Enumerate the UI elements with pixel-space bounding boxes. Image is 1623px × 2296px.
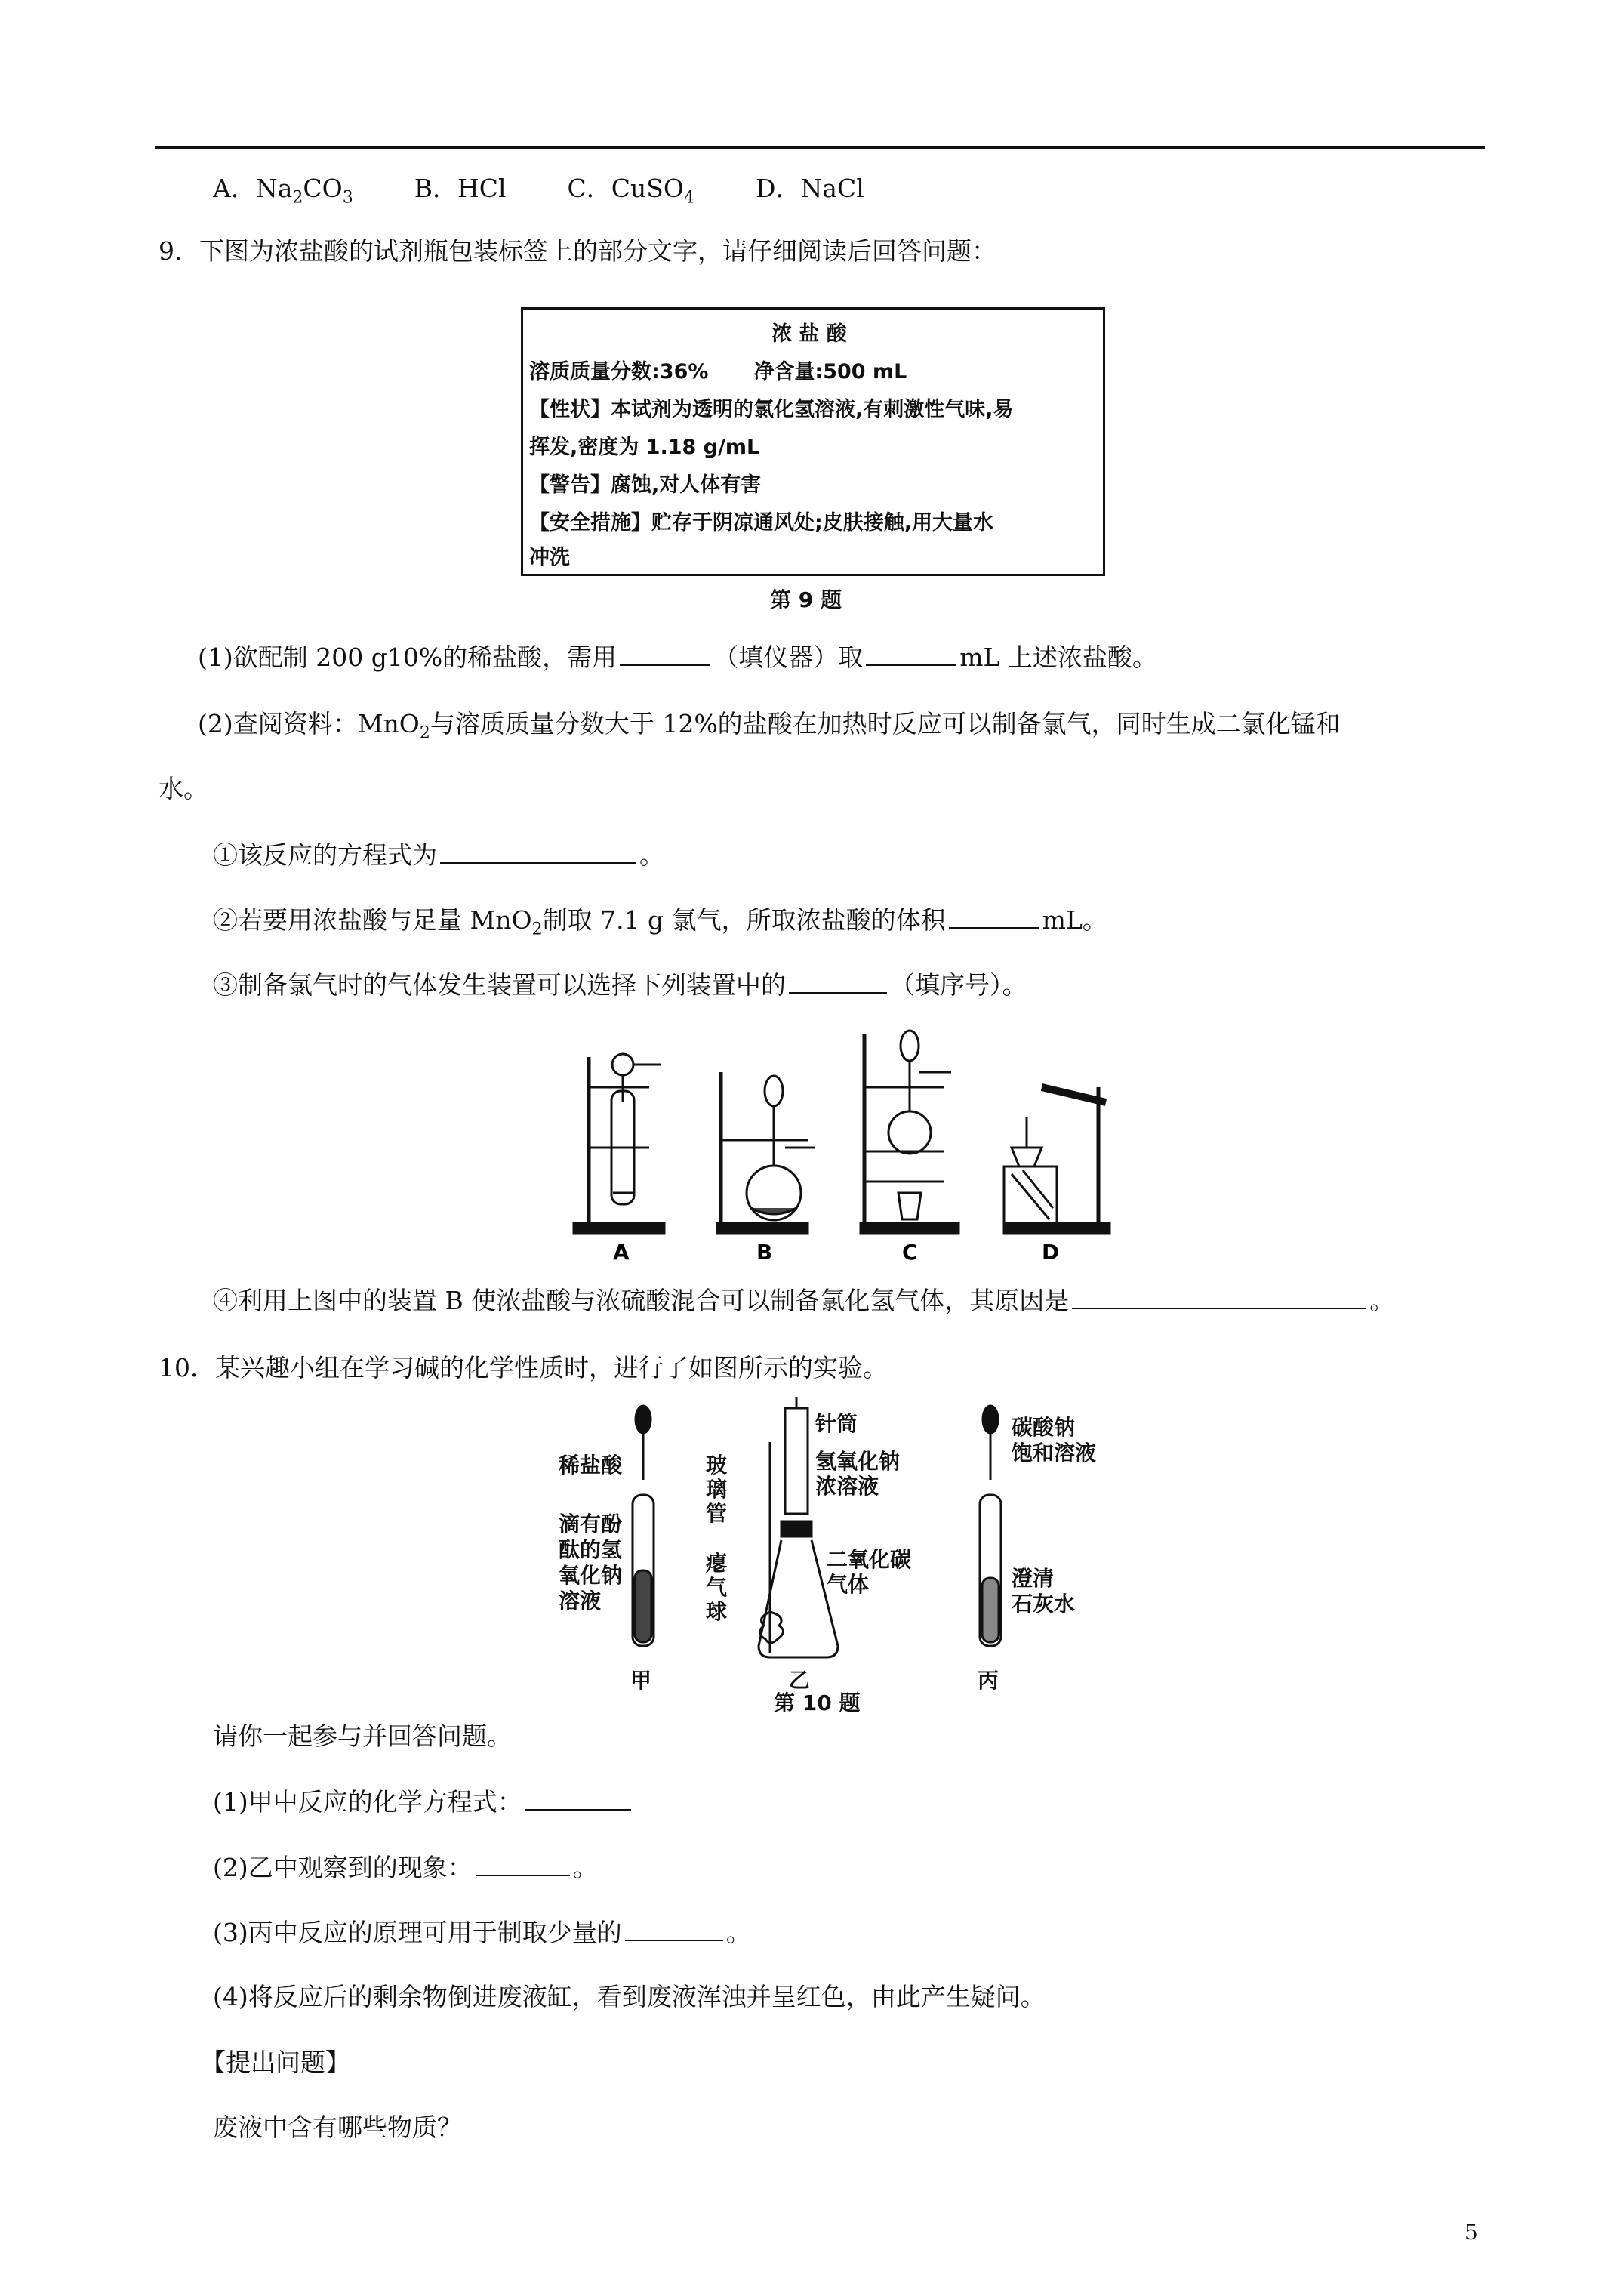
yi-balloon-3: 球 [706, 1599, 728, 1624]
answer-blank[interactable] [866, 642, 956, 666]
answer-blank[interactable] [789, 969, 887, 994]
yi-naoh-1: 氢氧化钠 [815, 1449, 901, 1474]
label-title: 浓 盐 酸 [771, 322, 847, 346]
dropper-bing [983, 1406, 998, 1480]
yi-syringe: 针筒 [815, 1411, 858, 1436]
answer-blank[interactable] [476, 1852, 570, 1876]
jia-reagent: 稀盐酸 [559, 1453, 623, 1478]
bing-solution-2: 石灰水 [1012, 1592, 1076, 1616]
apparatus-b [717, 1072, 815, 1234]
yi-label: 乙 [789, 1668, 811, 1693]
tube-jia [633, 1495, 654, 1646]
yi-co2-2: 气体 [827, 1572, 870, 1597]
apparatus-label-c: C [902, 1240, 918, 1261]
q9-sub-3: ③制备氯气时的气体发生装置可以选择下列装置中的 （填序号）。 [213, 970, 1027, 1000]
q10-part-1: (1)甲中反应的化学方程式： [213, 1786, 634, 1817]
q9-part-2: (2)查阅资料：MnO$_2$与溶质质量分数大于 12%的盐酸在加热时反应可以制备氯气，同时生成二氯化锰和 [198, 709, 1341, 743]
label-line-3: 挥发,密度为 1.18 g/mL [529, 436, 760, 459]
q10-part-3: (3)丙中反应的原理可用于制取少量的 。 [213, 1918, 751, 1947]
q9-sub-4: ④利用上图中的装置 B 使浓盐酸与浓硫酸混合可以制备氯化氢气体，其原因是 。 [213, 1286, 1395, 1315]
answer-blank[interactable] [625, 1917, 723, 1941]
jia-solution-3: 氧化钠 [559, 1563, 623, 1588]
yi-naoh-2: 浓溶液 [815, 1474, 879, 1499]
yi-tube-3: 管 [706, 1501, 728, 1526]
apparatus-label-a: A [613, 1240, 630, 1261]
apparatus-d [1004, 1087, 1110, 1234]
apparatus-label-b: B [756, 1240, 773, 1261]
page-number: 5 [1464, 2220, 1478, 2245]
reagent-label [521, 307, 1105, 576]
q9-sub-1: ①该反应的方程式为 。 [213, 840, 664, 870]
tube-bing [980, 1495, 1001, 1646]
answer-blank[interactable] [949, 905, 1039, 929]
bing-reagent-1: 碳酸钠 [1012, 1415, 1076, 1440]
label-line-6: 冲洗 [529, 546, 570, 569]
q9-part-1: (1)欲配制 200 g10%的稀盐酸，需用 （填仪器）取 mL 上述浓盐酸。 [198, 643, 1157, 672]
dropper-jia [636, 1406, 651, 1480]
q10-heading: 【提出问题】 [201, 2048, 350, 2077]
apparatus-label-d: D [1042, 1240, 1060, 1261]
bing-label: 丙 [978, 1668, 999, 1693]
q9-sub-2: ②若要用浓盐酸与足量 MnO$_2$制取 7.1 g 氯气，所取浓盐酸的体积 mL。 [213, 905, 1107, 939]
option-d: D．NaCl [755, 174, 864, 203]
q10-stem: 10．某兴趣小组在学习碱的化学性质时，进行了如图所示的实验。 [159, 1353, 888, 1382]
label-line-4: 【警告】腐蚀,对人体有害 [529, 473, 762, 497]
option-c: C．CuSO [567, 174, 684, 203]
jia-solution-2: 酞的氢 [559, 1537, 623, 1562]
label-line-5: 【安全措施】贮存于阴凉通风处;皮肤接触,用大量水 [529, 511, 994, 535]
q10-question: 废液中含有哪些物质？ [213, 2113, 462, 2142]
q9-part-2-cont: 水。 [159, 774, 208, 803]
label-line-2: 【性状】本试剂为透明的氯化氢溶液,有刺激性气味,易 [529, 398, 1014, 421]
yi-balloon-1: 瘪 [706, 1551, 728, 1576]
answer-blank[interactable] [440, 840, 636, 864]
apparatus-figure [559, 1019, 1132, 1261]
option-b: B．HCl [414, 174, 507, 203]
yi-tube-2: 璃 [706, 1477, 728, 1502]
bing-solution-1: 澄清 [1012, 1566, 1055, 1591]
apparatus-a [574, 1054, 664, 1234]
q8-options: A．$Na_2CO_3$ B．HCl C．CuSO$_4$ D．NaCl [213, 174, 864, 208]
label-line-1: 溶质质量分数:36% 净含量:500 mL [529, 360, 907, 384]
yi-tube-1: 玻 [706, 1453, 728, 1478]
answer-blank[interactable] [1072, 1285, 1366, 1309]
experiment-figure [528, 1397, 1132, 1714]
bing-reagent-2: 饱和溶液 [1012, 1441, 1097, 1465]
q10-caption: 第 10 题 [774, 1690, 861, 1714]
q9-caption: 第 9 题 [770, 587, 842, 612]
jia-label: 甲 [630, 1668, 652, 1693]
q10-part-4: (4)将反应后的剩余物倒进废液缸，看到废液浑浊并呈红色，由此产生疑问。 [213, 1982, 1046, 2011]
q10-part-2: (2)乙中观察到的现象： 。 [213, 1853, 598, 1882]
jia-solution-1: 滴有酚 [559, 1512, 623, 1536]
yi-balloon-2: 气 [706, 1575, 728, 1600]
q10-intro: 请你一起参与并回答问题。 [213, 1721, 512, 1751]
jia-solution-4: 溶液 [559, 1589, 602, 1613]
apparatus-c [861, 1031, 959, 1234]
header-rule [155, 146, 1485, 149]
answer-blank[interactable] [620, 642, 710, 666]
answer-blank[interactable] [525, 1786, 631, 1811]
option-a: A．Na [213, 174, 293, 203]
q9-stem: 9．下图为浓盐酸的试剂瓶包装标签上的部分文字，请仔细阅读后回答问题： [159, 236, 996, 266]
yi-co2-1: 二氧化碳 [827, 1547, 912, 1572]
